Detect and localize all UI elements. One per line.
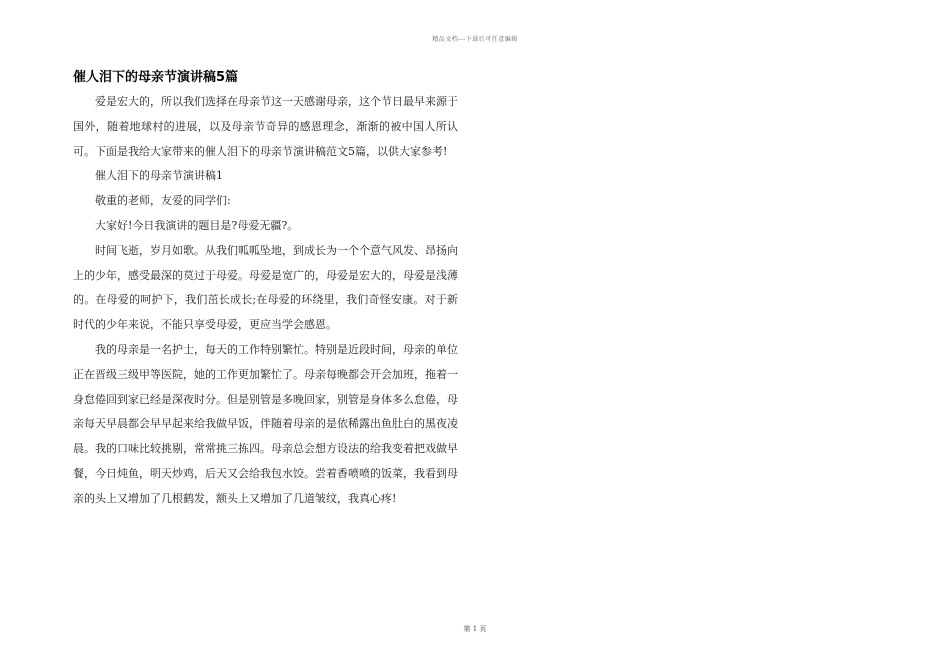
paragraph-greeting: 大家好!今日我演讲的题目是?母爱无疆?。: [95, 218, 299, 232]
paragraph-intro: 爱是宏大的，所以我们选择在母亲节这一天感谢母亲，这个节日最早来源于国外，随着地球村的进展，以及母亲节奇异的感恩理念，渐渐的被中国人所认可。下面是我给大家带来的催人泪下的母亲节演讲稿范文5篇，以供大家参考!: [73, 95, 458, 158]
page-number: 第 1 页: [463, 625, 487, 633]
header-text: 精品文档---下载后可任意编辑: [432, 36, 518, 43]
page-footer: [0, 624, 950, 634]
document-body: [73, 90, 458, 512]
paragraph-body-2: 我的母亲是一名护士，每天的工作特别繁忙。特别是近段时间，母亲的单位正在晋级三级甲等医院，她的工作更加繁忙了。母亲每晚都会开会加班，拖着一身怠倦回到家已经是深夜时分。但是别管是多晚回家，别管是身体多么怠倦，母亲每天早晨都会早早起来给我做早饭，伴随着母亲的是依稀露出鱼肚白的黑夜凌晨。我的口味比较挑剔，常常挑三拣四。母亲总会想方设法的给我变着把戏做早餐，今日炖鱼，明天炒鸡，后天又会给我包水饺。尝着香喷喷的饭菜，我看到母亲的头上又增加了几根鹤发，额头上又增加了几道皱纹，我真心疼!: [73, 342, 458, 505]
paragraph-body-1: 时间飞逝，岁月如歌。从我们呱呱坠地，到成长为一个个意气风发、昂扬向上的少年，感受最深的莫过于母爱。母爱是宽广的，母爱是宏大的，母爱是浅薄的。在母爱的呵护下，我们茁长成长;在母爱的环绕里，我们奇怪安康。对于新时代的少年来说，不能只享受母爱，更应当学会感恩。: [73, 243, 458, 332]
page-header: [0, 34, 950, 43]
paragraph-salutation: 敬重的老师，友爱的同学们:: [95, 194, 231, 208]
document-title: 催人泪下的母亲节演讲稿5篇: [73, 70, 239, 85]
paragraph-speech-heading: 催人泪下的母亲节演讲稿1: [95, 169, 223, 183]
